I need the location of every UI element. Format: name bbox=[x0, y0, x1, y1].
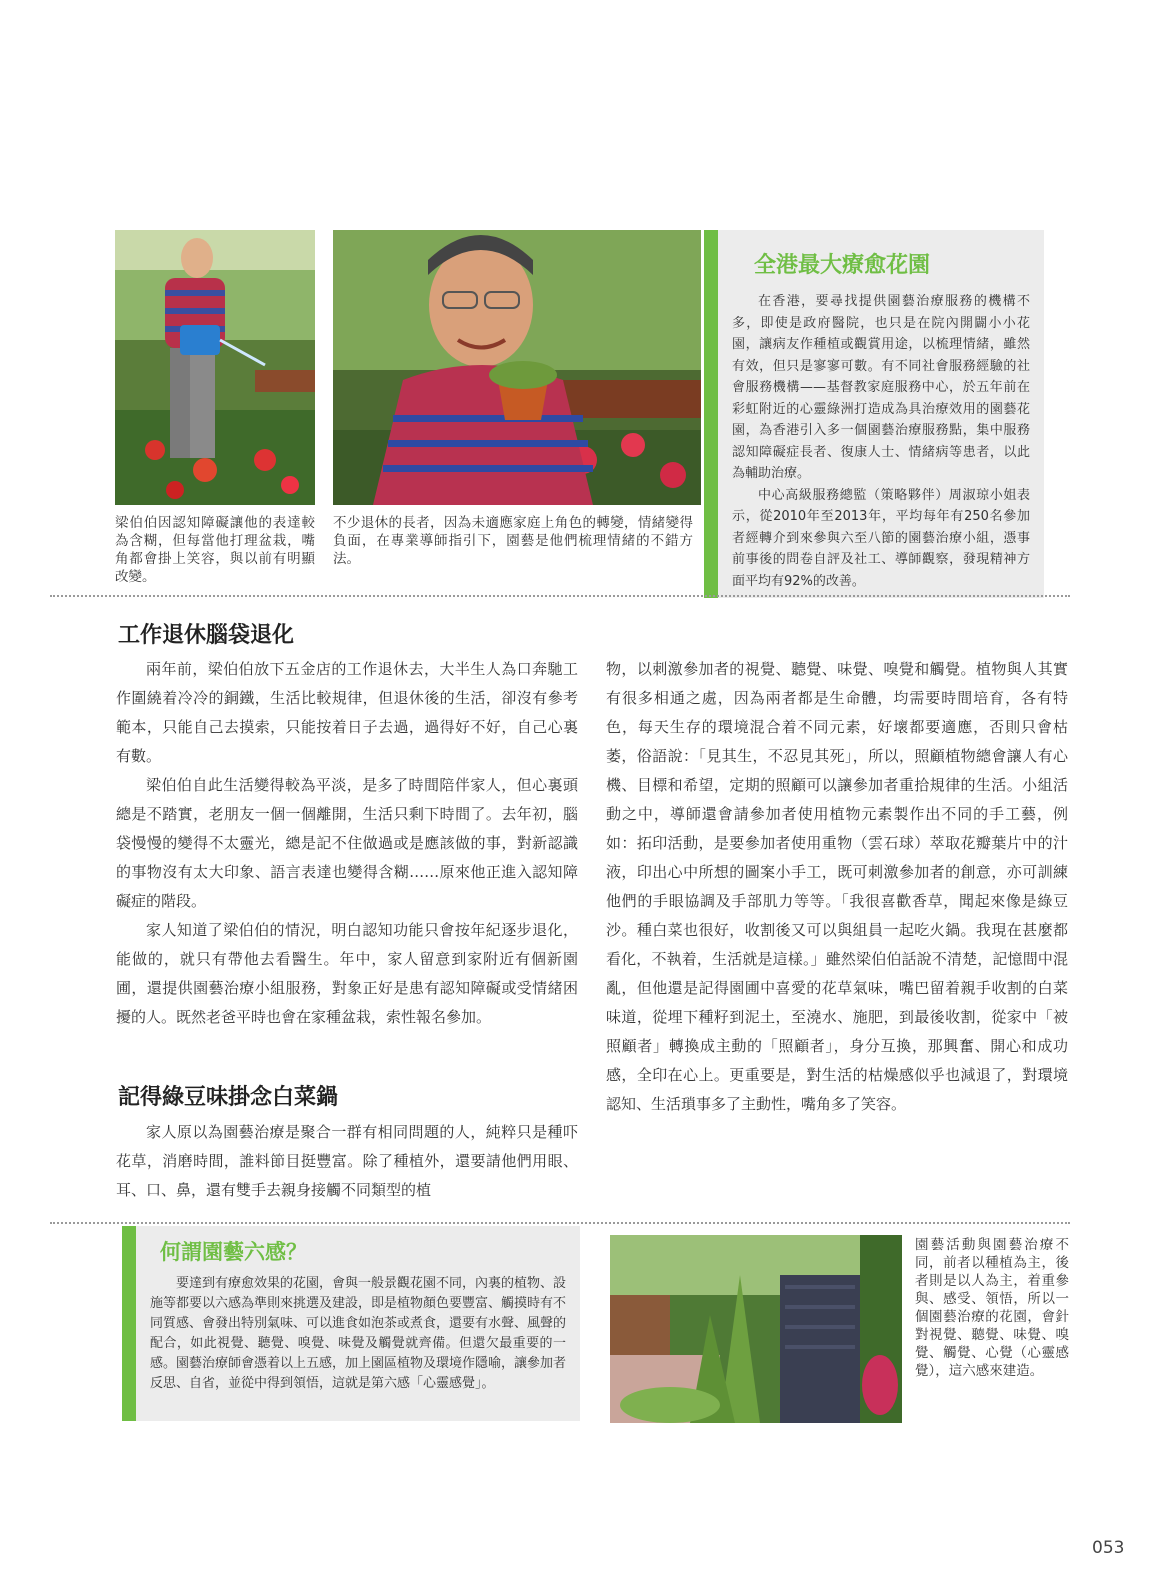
article-right-column bbox=[606, 655, 1068, 1119]
sidebar-paragraph: 在香港，要尋找提供園藝治療服務的機構不多，即使是政府醫院，也只是在院內開闢小小花園，讓病友作種植或觀賞用途，以梳理情緒，雖然有效，但只是寥寥可數。有不同社會服務經驗的社會服務機構——基督教家庭服務中心，於五年前在彩虹附近的心靈綠洲打造成為具治療效用的園藝花園，為香港引入多一個園藝治療服務點，集中服務認知障礙症長者、復康人士、情緒病等患者，以此為輔助治療。 bbox=[732, 294, 1030, 481]
article-paragraph: 物，以刺激參加者的視覺、聽覺、味覺、嗅覺和觸覺。植物與人其實有很多相通之處，因為兩者都是生命體，均需要時間培育，各有特色，每天生存的環境混合着不同元素，好壞都要適應，否則只會枯萎，俗語說：「見其生，不忍見其死」，所以，照顧植物總會讓人有心機、目標和希望，定期的照顧可以讓參加者重拾規律的生活。小組活動之中，導師還會請參加者使用植物元素製作出不同的手工藝，例如：拓印活動，是要參加者使用重物（雲石球）萃取花瓣葉片中的汁液，印出心中所想的圖案小手工，既可刺激參加者的創意，亦可訓練他們的手眼協調及手部肌力等等。「我很喜歡香草，聞起來像是綠豆沙。種白菜也很好，收割後又可以與組員一起吃火鍋。我現在甚麼都看化，不執着，生活就是這樣。」雖然梁伯伯話說不清楚，記憶間中混亂，但他還是記得園圃中喜愛的花草氣味，嘴巴留着親手收割的白菜味道，從埋下種籽到泥土，至澆水、施肥，到最後收割，從家中「被照顧者」轉換成主動的「照顧者」，身分互換，那興奮、開心和成功感，全印在心上。更重要是，對生活的枯燥感似乎也減退了，對環境認知、生活瑣事多了主動性，嘴角多了笑容。 bbox=[606, 660, 1068, 1113]
section-heading: 工作退休腦袋退化 bbox=[118, 623, 295, 648]
page-number: 053 bbox=[1092, 1538, 1125, 1558]
article-paragraph: 家人知道了梁伯伯的情況，明白認知功能只會按年紀逐步退化，能做的，就只有帶他去看醫生。年中，家人留意到家附近有個新園圃，還提供園藝治療小組服務，對象正好是患有認知障礙或受情緒困擾的人。既然老爸平時也會在家種盆栽，索性報名參加。 bbox=[116, 921, 578, 1026]
caption-bottom-right: 園藝活動與園藝治療不同，前者以種植為主，後者則是以人為主，着重參與、感受、領悟，所以一個園藝治療的花園，會針對視覺、聽覺、味覺、嗅覺、觸覺、心覺（心靈感覺），這六感來建造。 bbox=[915, 1237, 1069, 1379]
photo-garden bbox=[610, 1235, 902, 1423]
box-title: 何謂園藝六感？ bbox=[160, 1240, 307, 1264]
caption-top-left: 梁伯伯因認知障礙讓他的表達較為含糊，但每當他打理盆栽，嘴角都會掛上笑容，與以前有明顯改變。 bbox=[115, 515, 315, 585]
box-text: 要達到有療愈效果的花園，會與一般景觀花園不同，內裏的植物、設施等都要以六感為準則來挑選及建設，即是植物顏色要豐富、觸摸時有不同質感、會發出特別氣味、可以進食如泡茶或煮食，還要有水聲、風聲的配合，如此視覺、聽覺、嗅覺、味覺及觸覺就齊備。但還欠最重要的一感。園藝治療師會憑着以上五感，加上園區植物及環境作隱喻，讓參加者反思、自省，並從中得到領悟，這就是第六感「心靈感覺」。 bbox=[150, 1276, 567, 1391]
article-left-column bbox=[116, 655, 578, 1032]
article-paragraph: 兩年前，梁伯伯放下五金店的工作退休去，大半生人為口奔馳工作圍繞着冷冷的銅鐵，生活比較規律，但退休後的生活，卻沒有參考範本，只能自己去摸索，只能按着日子去過，過得好不好，自己心裏有數。 bbox=[116, 660, 578, 765]
article-left-column-continued bbox=[116, 1118, 578, 1205]
photo-elderly-holding-pot bbox=[333, 230, 701, 505]
article-paragraph: 梁伯伯自此生活變得較為平淡，是多了時間陪伴家人，但心裏頭總是不踏實，老朋友一個一個離開，生活只剩下時間了。去年初，腦袋慢慢的變得不太靈光，總是記不住做過或是應該做的事，對新認識的事物沒有太大印象、語言表達也變得含糊……原來他正進入認知障礙症的階段。 bbox=[116, 776, 578, 910]
sidebar-title: 全港最大療愈花園 bbox=[754, 253, 931, 278]
dotted-divider bbox=[50, 1222, 1070, 1224]
article-paragraph: 家人原以為園藝治療是聚合一群有相同問題的人，純粹只是種吓花草，消磨時間，誰料節目挺豐富。除了種植外，還要請他們用眼、耳、口、鼻，還有雙手去親身接觸不同類型的植 bbox=[116, 1123, 578, 1199]
six-senses-box bbox=[122, 1226, 580, 1421]
sidebar-paragraph: 中心高級服務總監（策略夥伴）周淑琼小姐表示，從2010年至2013年，平均每年有250名參加者經轉介到來參與六至八節的園藝治療小組，憑事前事後的問卷自評及社工、導師觀察，發現精神方面平均有92%的改善。 bbox=[732, 487, 1030, 589]
caption-top-middle: 不少退休的長者，因為未適應家庭上角色的轉變，情緒變得負面，在專業導師指引下，園藝是他們梳理情緒的不錯方法。 bbox=[333, 515, 693, 567]
section-heading: 記得綠豆味掛念白菜鍋 bbox=[118, 1085, 339, 1110]
sidebar-healing-garden bbox=[704, 230, 1044, 598]
dotted-divider bbox=[50, 595, 1070, 597]
photo-elderly-watering-plants bbox=[115, 230, 315, 505]
